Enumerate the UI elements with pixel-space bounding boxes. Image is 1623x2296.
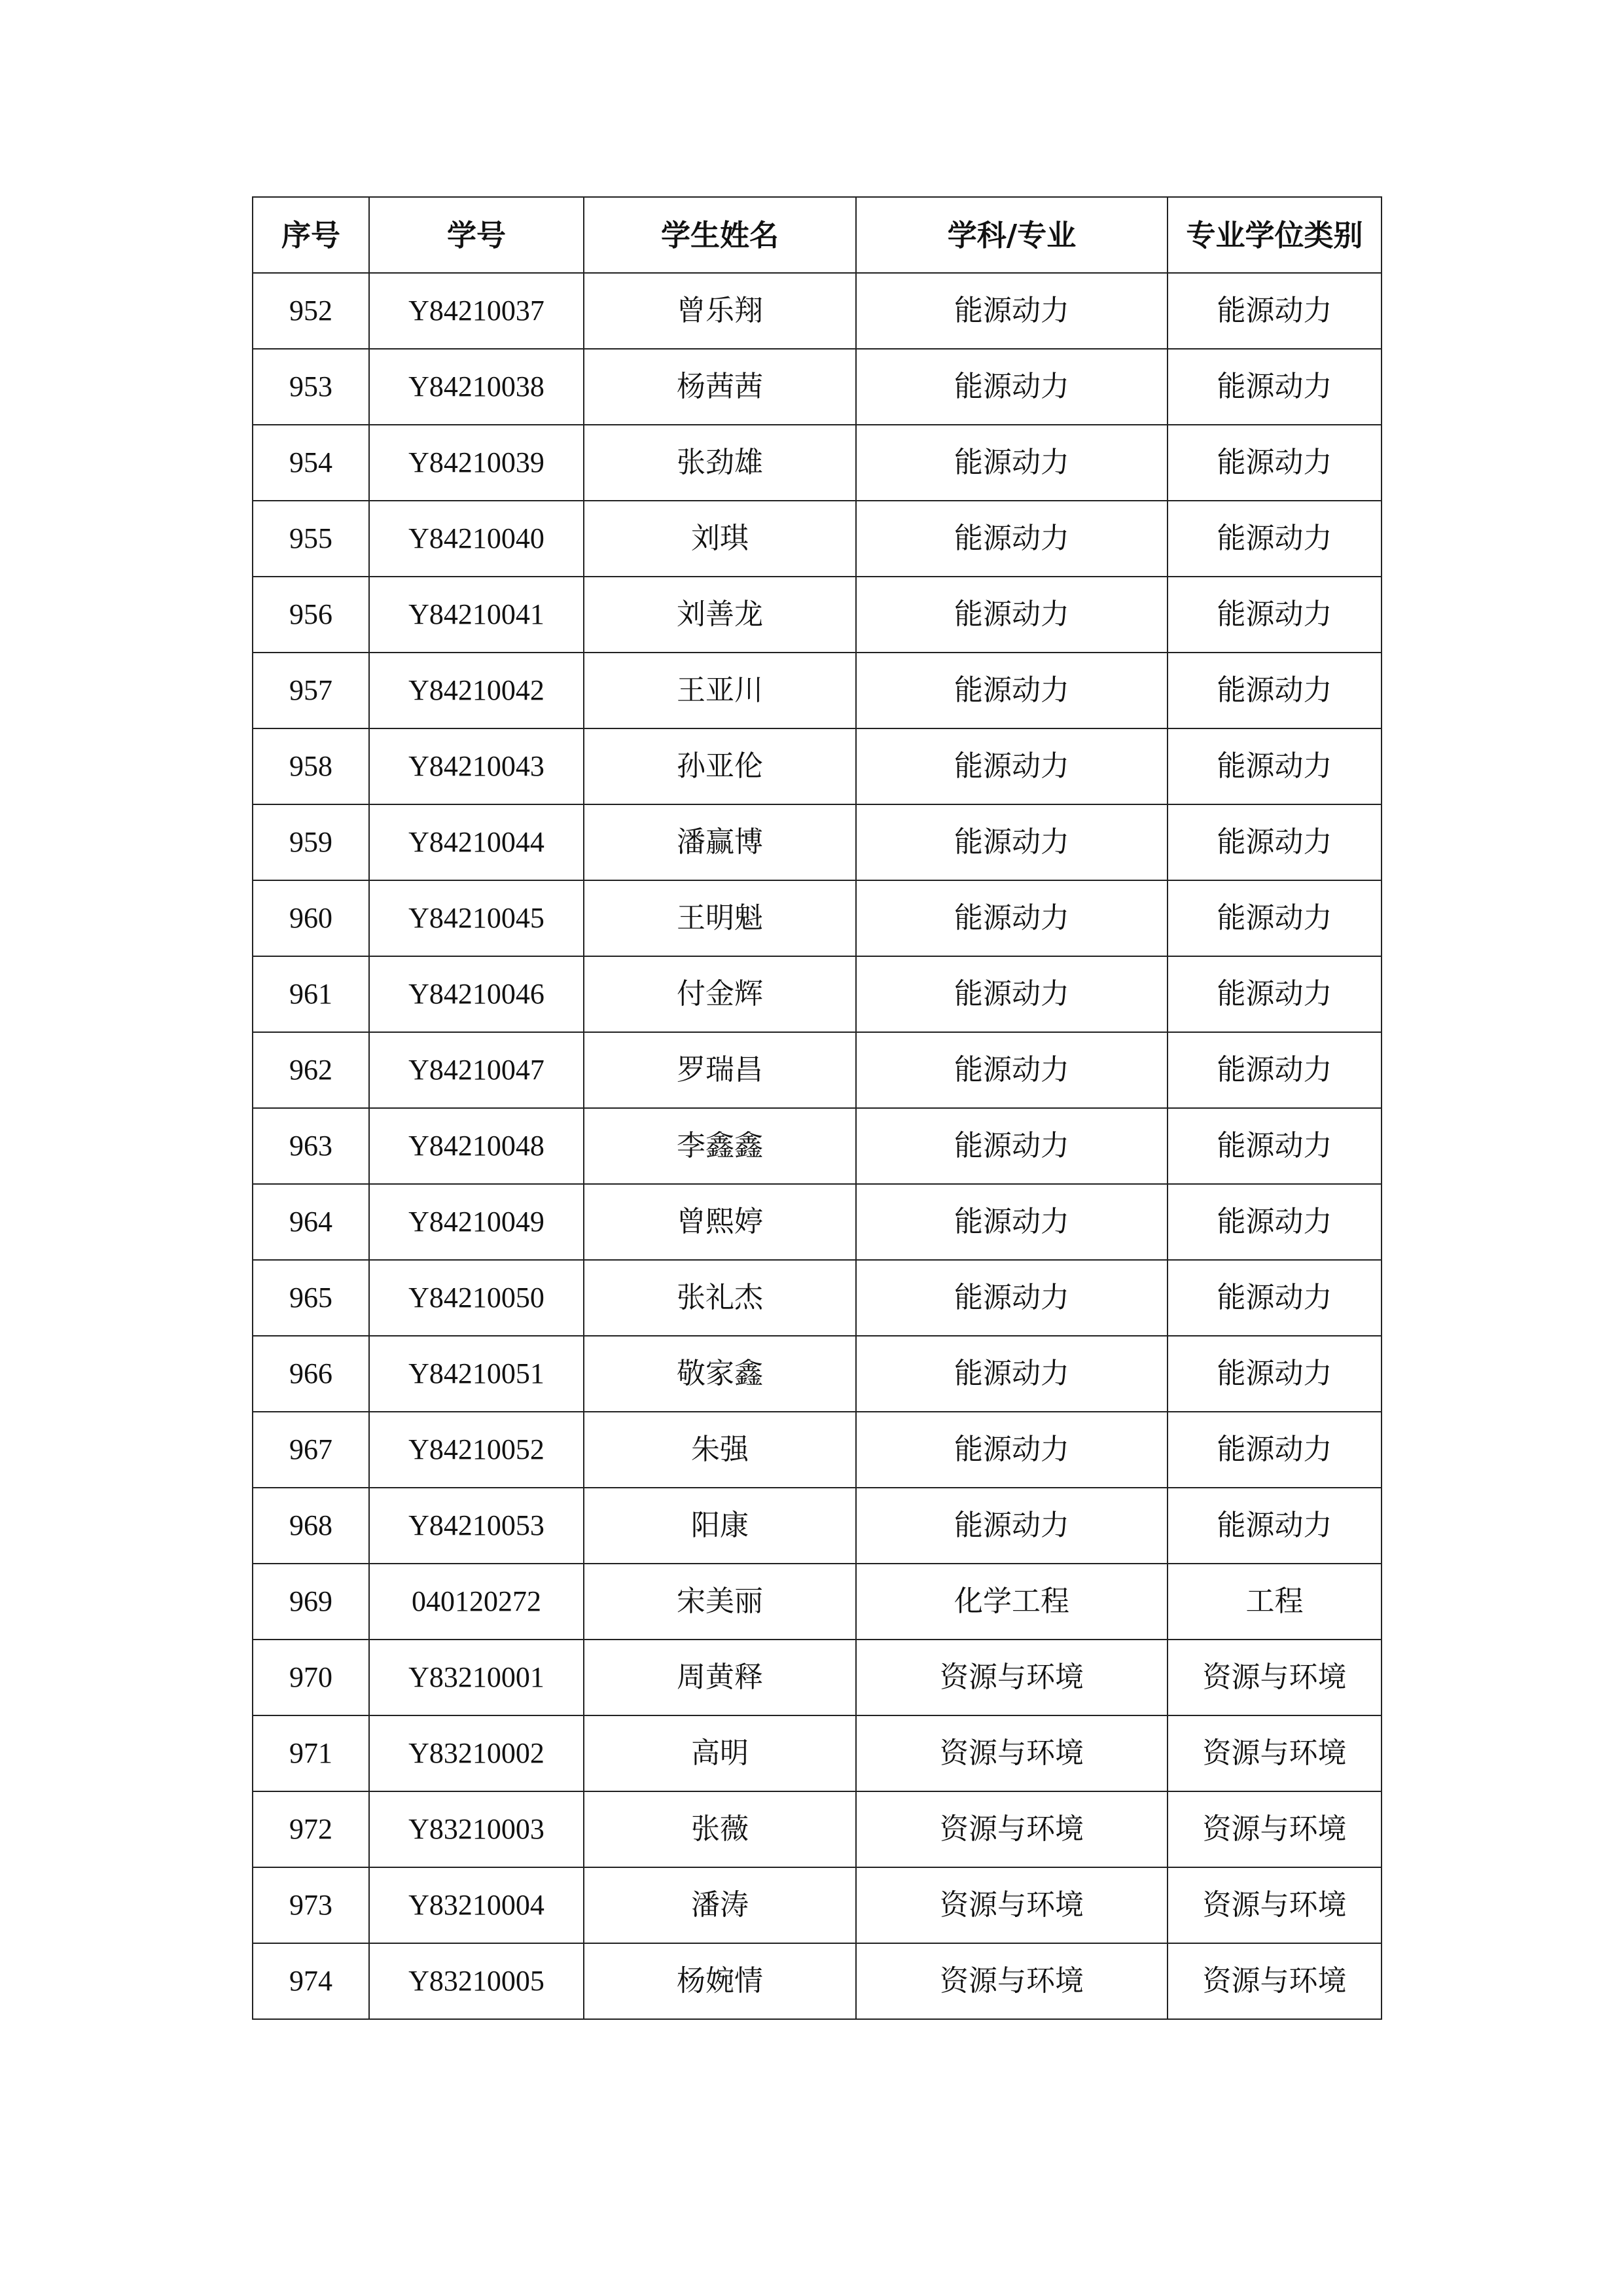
discipline-cell: 资源与环境 bbox=[856, 1640, 1168, 1715]
discipline-cell: 能源动力 bbox=[856, 804, 1168, 880]
student-id-cell: Y84210037 bbox=[369, 273, 584, 349]
table-row bbox=[253, 804, 1382, 880]
serial-number-cell: 961 bbox=[253, 956, 369, 1032]
student-id-cell: Y84210045 bbox=[369, 880, 584, 956]
header-student-name: 学生姓名 bbox=[584, 197, 856, 273]
student-name-cell: 张劲雄 bbox=[584, 425, 856, 501]
student-id-cell: Y84210039 bbox=[369, 425, 584, 501]
student-name-cell: 张礼杰 bbox=[584, 1260, 856, 1336]
table-row bbox=[253, 1640, 1382, 1715]
degree-category-cell: 资源与环境 bbox=[1168, 1640, 1382, 1715]
table-row bbox=[253, 1488, 1382, 1564]
student-id-cell: 040120272 bbox=[369, 1564, 584, 1640]
serial-number-cell: 959 bbox=[253, 804, 369, 880]
degree-category-cell: 能源动力 bbox=[1168, 1108, 1382, 1184]
discipline-cell: 资源与环境 bbox=[856, 1715, 1168, 1791]
student-name-cell: 潘赢博 bbox=[584, 804, 856, 880]
discipline-cell: 能源动力 bbox=[856, 1488, 1168, 1564]
table-row bbox=[253, 577, 1382, 653]
serial-number-cell: 953 bbox=[253, 349, 369, 425]
discipline-cell: 能源动力 bbox=[856, 728, 1168, 804]
degree-category-cell: 能源动力 bbox=[1168, 1260, 1382, 1336]
degree-category-cell: 资源与环境 bbox=[1168, 1715, 1382, 1791]
student-id-cell: Y84210053 bbox=[369, 1488, 584, 1564]
student-id-cell: Y84210040 bbox=[369, 501, 584, 577]
discipline-cell: 能源动力 bbox=[856, 273, 1168, 349]
discipline-cell: 能源动力 bbox=[856, 577, 1168, 653]
table-row bbox=[253, 1867, 1382, 1943]
degree-category-cell: 资源与环境 bbox=[1168, 1867, 1382, 1943]
student-id-cell: Y84210038 bbox=[369, 349, 584, 425]
serial-number-cell: 962 bbox=[253, 1032, 369, 1108]
student-id-cell: Y83210001 bbox=[369, 1640, 584, 1715]
student-name-cell: 阳康 bbox=[584, 1488, 856, 1564]
student-name-cell: 刘琪 bbox=[584, 501, 856, 577]
student-id-cell: Y84210044 bbox=[369, 804, 584, 880]
table-row bbox=[253, 1791, 1382, 1867]
degree-category-cell: 资源与环境 bbox=[1168, 1791, 1382, 1867]
student-name-cell: 孙亚伦 bbox=[584, 728, 856, 804]
degree-category-cell: 能源动力 bbox=[1168, 728, 1382, 804]
serial-number-cell: 972 bbox=[253, 1791, 369, 1867]
serial-number-cell: 973 bbox=[253, 1867, 369, 1943]
table-row bbox=[253, 1184, 1382, 1260]
degree-category-cell: 能源动力 bbox=[1168, 1412, 1382, 1488]
degree-category-cell: 能源动力 bbox=[1168, 653, 1382, 728]
degree-category-cell: 能源动力 bbox=[1168, 577, 1382, 653]
serial-number-cell: 960 bbox=[253, 880, 369, 956]
header-serial-number: 序号 bbox=[253, 197, 369, 273]
serial-number-cell: 965 bbox=[253, 1260, 369, 1336]
discipline-cell: 化学工程 bbox=[856, 1564, 1168, 1640]
serial-number-cell: 957 bbox=[253, 653, 369, 728]
degree-category-cell: 能源动力 bbox=[1168, 349, 1382, 425]
student-id-cell: Y84210046 bbox=[369, 956, 584, 1032]
student-name-cell: 曾熙婷 bbox=[584, 1184, 856, 1260]
table-row bbox=[253, 956, 1382, 1032]
student-name-cell: 敬家鑫 bbox=[584, 1336, 856, 1412]
student-id-cell: Y84210050 bbox=[369, 1260, 584, 1336]
table-row bbox=[253, 653, 1382, 728]
student-id-cell: Y84210043 bbox=[369, 728, 584, 804]
serial-number-cell: 969 bbox=[253, 1564, 369, 1640]
student-id-cell: Y83210002 bbox=[369, 1715, 584, 1791]
discipline-cell: 能源动力 bbox=[856, 956, 1168, 1032]
serial-number-cell: 966 bbox=[253, 1336, 369, 1412]
table-row bbox=[253, 880, 1382, 956]
student-name-cell: 李鑫鑫 bbox=[584, 1108, 856, 1184]
table-body bbox=[253, 273, 1382, 2019]
table-row bbox=[253, 1943, 1382, 2019]
serial-number-cell: 964 bbox=[253, 1184, 369, 1260]
serial-number-cell: 963 bbox=[253, 1108, 369, 1184]
degree-category-cell: 资源与环境 bbox=[1168, 1943, 1382, 2019]
header-discipline: 学科/专业 bbox=[856, 197, 1168, 273]
discipline-cell: 资源与环境 bbox=[856, 1943, 1168, 2019]
table-row bbox=[253, 1336, 1382, 1412]
student-id-cell: Y84210042 bbox=[369, 653, 584, 728]
student-name-cell: 潘涛 bbox=[584, 1867, 856, 1943]
student-id-cell: Y84210041 bbox=[369, 577, 584, 653]
discipline-cell: 能源动力 bbox=[856, 1032, 1168, 1108]
student-name-cell: 周黄释 bbox=[584, 1640, 856, 1715]
serial-number-cell: 968 bbox=[253, 1488, 369, 1564]
student-id-cell: Y84210049 bbox=[369, 1184, 584, 1260]
header-row bbox=[253, 197, 1382, 273]
student-name-cell: 宋美丽 bbox=[584, 1564, 856, 1640]
serial-number-cell: 954 bbox=[253, 425, 369, 501]
degree-category-cell: 能源动力 bbox=[1168, 1488, 1382, 1564]
discipline-cell: 能源动力 bbox=[856, 425, 1168, 501]
discipline-cell: 能源动力 bbox=[856, 1260, 1168, 1336]
header-student-id: 学号 bbox=[369, 197, 584, 273]
degree-category-cell: 能源动力 bbox=[1168, 1032, 1382, 1108]
degree-category-cell: 能源动力 bbox=[1168, 1184, 1382, 1260]
degree-category-cell: 能源动力 bbox=[1168, 880, 1382, 956]
table-row bbox=[253, 1412, 1382, 1488]
table-row bbox=[253, 1108, 1382, 1184]
serial-number-cell: 958 bbox=[253, 728, 369, 804]
header-degree-category: 专业学位类别 bbox=[1168, 197, 1382, 273]
degree-category-cell: 能源动力 bbox=[1168, 956, 1382, 1032]
table-row bbox=[253, 501, 1382, 577]
discipline-cell: 能源动力 bbox=[856, 1184, 1168, 1260]
discipline-cell: 能源动力 bbox=[856, 1336, 1168, 1412]
student-name-cell: 杨婉情 bbox=[584, 1943, 856, 2019]
serial-number-cell: 955 bbox=[253, 501, 369, 577]
degree-category-cell: 能源动力 bbox=[1168, 804, 1382, 880]
table-row bbox=[253, 1715, 1382, 1791]
student-name-cell: 高明 bbox=[584, 1715, 856, 1791]
student-name-cell: 曾乐翔 bbox=[584, 273, 856, 349]
discipline-cell: 能源动力 bbox=[856, 1108, 1168, 1184]
student-name-cell: 罗瑞昌 bbox=[584, 1032, 856, 1108]
student-name-cell: 王明魁 bbox=[584, 880, 856, 956]
table-row bbox=[253, 1564, 1382, 1640]
table-row bbox=[253, 349, 1382, 425]
table-row bbox=[253, 273, 1382, 349]
degree-category-cell: 工程 bbox=[1168, 1564, 1382, 1640]
student-name-cell: 张薇 bbox=[584, 1791, 856, 1867]
student-name-cell: 刘善龙 bbox=[584, 577, 856, 653]
serial-number-cell: 971 bbox=[253, 1715, 369, 1791]
student-id-cell: Y83210004 bbox=[369, 1867, 584, 1943]
discipline-cell: 能源动力 bbox=[856, 653, 1168, 728]
serial-number-cell: 952 bbox=[253, 273, 369, 349]
degree-category-cell: 能源动力 bbox=[1168, 1336, 1382, 1412]
student-name-cell: 付金辉 bbox=[584, 956, 856, 1032]
discipline-cell: 资源与环境 bbox=[856, 1867, 1168, 1943]
discipline-cell: 资源与环境 bbox=[856, 1791, 1168, 1867]
serial-number-cell: 970 bbox=[253, 1640, 369, 1715]
table-header bbox=[253, 197, 1382, 273]
student-id-cell: Y83210005 bbox=[369, 1943, 584, 2019]
student-name-cell: 杨茜茜 bbox=[584, 349, 856, 425]
discipline-cell: 能源动力 bbox=[856, 1412, 1168, 1488]
student-id-cell: Y84210048 bbox=[369, 1108, 584, 1184]
degree-category-cell: 能源动力 bbox=[1168, 501, 1382, 577]
table-row bbox=[253, 1032, 1382, 1108]
student-name-cell: 朱强 bbox=[584, 1412, 856, 1488]
discipline-cell: 能源动力 bbox=[856, 349, 1168, 425]
discipline-cell: 能源动力 bbox=[856, 880, 1168, 956]
student-id-cell: Y84210051 bbox=[369, 1336, 584, 1412]
table-row bbox=[253, 425, 1382, 501]
serial-number-cell: 956 bbox=[253, 577, 369, 653]
student-roster-table bbox=[252, 196, 1382, 2020]
discipline-cell: 能源动力 bbox=[856, 501, 1168, 577]
serial-number-cell: 974 bbox=[253, 1943, 369, 2019]
student-id-cell: Y84210047 bbox=[369, 1032, 584, 1108]
student-id-cell: Y84210052 bbox=[369, 1412, 584, 1488]
student-name-cell: 王亚川 bbox=[584, 653, 856, 728]
degree-category-cell: 能源动力 bbox=[1168, 425, 1382, 501]
table-row bbox=[253, 1260, 1382, 1336]
student-id-cell: Y83210003 bbox=[369, 1791, 584, 1867]
table-row bbox=[253, 728, 1382, 804]
serial-number-cell: 967 bbox=[253, 1412, 369, 1488]
degree-category-cell: 能源动力 bbox=[1168, 273, 1382, 349]
